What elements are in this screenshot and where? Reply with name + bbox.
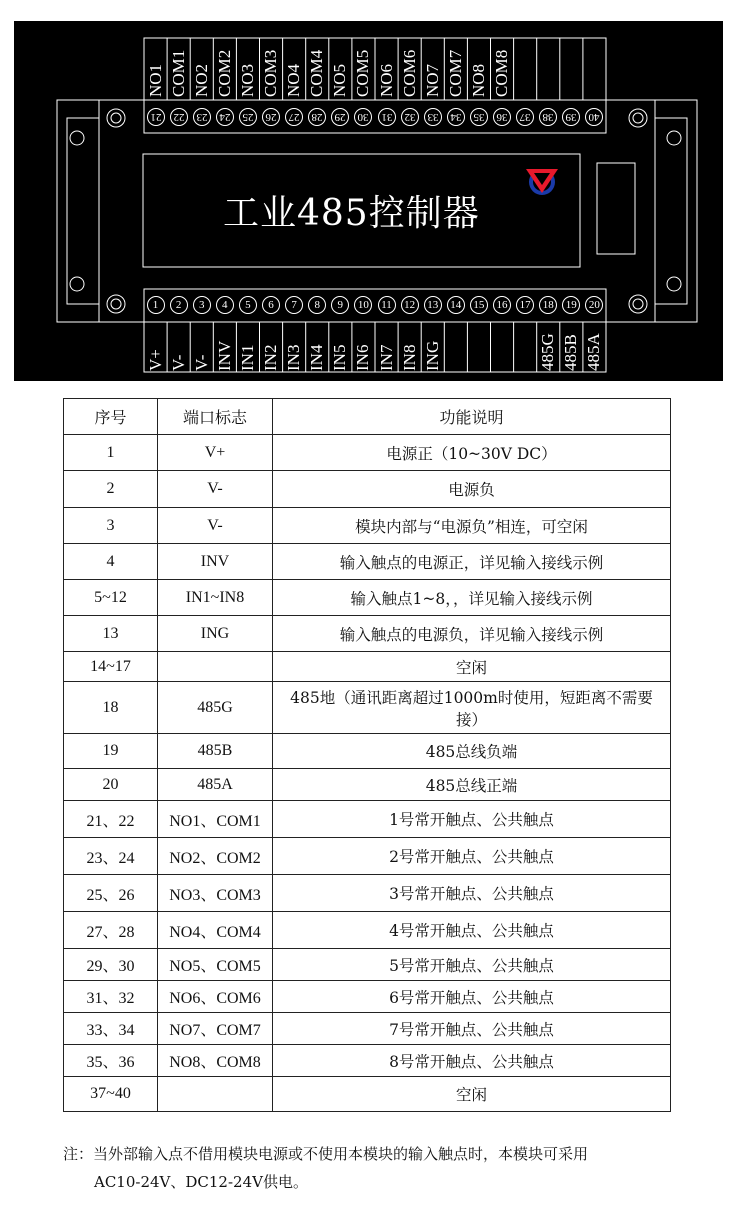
port-cell: NO1、COM1 [158,801,273,838]
port-cell [158,1077,273,1112]
bottom-terminal-number: 16 [493,296,511,314]
header-port: 端口标志 [158,399,273,435]
function-cell: 3号常开触点、公共触点 [273,875,671,912]
bottom-terminal-number: 6 [262,296,280,314]
table-row [64,912,671,949]
bottom-terminal-label: V- [191,354,211,371]
function-cell: 电源负 [273,471,671,508]
port-cell: V- [158,508,273,544]
function-cell: 6号常开触点、公共触点 [273,981,671,1013]
bottom-terminal-number: 3 [193,296,211,314]
table-row [64,1013,671,1045]
table-row [64,981,671,1013]
seq-cell: 13 [64,616,158,652]
port-cell: ING [158,616,273,652]
bottom-terminal-label: 485G [538,333,558,371]
port-function-table [63,398,671,1112]
seq-cell: 35、36 [64,1045,158,1077]
port-cell: NO8、COM8 [158,1045,273,1077]
top-terminal-label: COM7 [445,49,465,97]
bottom-terminal-number: 18 [539,296,557,314]
top-terminal-number: 37 [516,108,534,126]
port-cell: 485A [158,769,273,801]
top-terminal-label: COM2 [214,49,234,97]
top-terminal-number: 27 [285,108,303,126]
port-cell: V+ [158,435,273,471]
port-cell: NO6、COM6 [158,981,273,1013]
bottom-terminal-label: V+ [145,349,165,371]
seq-cell: 25、26 [64,875,158,912]
table-row [64,580,671,616]
function-cell: 空闲 [273,1077,671,1112]
top-terminal-number: 31 [378,108,396,126]
seq-cell: 1 [64,435,158,471]
bottom-terminal-number: 7 [285,296,303,314]
table-row [64,652,671,682]
table-row [64,801,671,838]
table-row [64,838,671,875]
seq-cell: 14~17 [64,652,158,682]
port-cell: NO4、COM4 [158,912,273,949]
function-cell: 485总线负端 [273,734,671,769]
bottom-terminal-number: 19 [562,296,580,314]
table-header-row [64,399,671,435]
function-cell: 5号常开触点、公共触点 [273,949,671,981]
bottom-terminal-label: IN7 [376,344,396,371]
seq-cell: 19 [64,734,158,769]
function-cell: 1号常开触点、公共触点 [273,801,671,838]
port-cell: 485B [158,734,273,769]
seq-cell: 37~40 [64,1077,158,1112]
table-row [64,1077,671,1112]
function-cell: 空闲 [273,652,671,682]
port-cell: INV [158,544,273,580]
top-terminal-number: 22 [170,108,188,126]
brand-logo-icon [526,169,558,195]
seq-cell: 23、24 [64,838,158,875]
top-terminal-number: 29 [331,108,349,126]
top-terminal-label: NO5 [330,63,350,97]
top-terminal-label: NO3 [237,63,257,97]
top-terminal-label: COM1 [168,49,188,97]
seq-cell: 3 [64,508,158,544]
bottom-terminal-number: 15 [470,296,488,314]
top-terminal-number: 28 [308,108,326,126]
top-terminal-label: NO8 [468,63,488,97]
top-terminal-number: 34 [447,108,465,126]
top-terminal-number: 36 [493,108,511,126]
function-cell: 输入触点的电源正，详见输入接线示例 [273,544,671,580]
top-terminal-number: 23 [193,108,211,126]
header-seq: 序号 [64,399,158,435]
function-cell: 8号常开触点、公共触点 [273,1045,671,1077]
table-row [64,544,671,580]
seq-cell: 20 [64,769,158,801]
function-cell: 输入触点的电源负，详见输入接线示例 [273,616,671,652]
bottom-terminal-number: 9 [331,296,349,314]
top-terminal-label: COM5 [353,49,373,97]
top-terminal-label: NO6 [376,63,396,97]
bottom-terminal-number: 1 [147,296,165,314]
header-function: 功能说明 [273,399,671,435]
bottom-terminal-label: IN6 [353,344,373,371]
power-note [63,1140,703,1196]
controller-wiring-diagram [14,21,723,381]
table-row [64,508,671,544]
note-line-2: AC10-24V、DC12-24V供电。 [94,1173,308,1191]
seq-cell: 33、34 [64,1013,158,1045]
port-cell: IN1~IN8 [158,580,273,616]
table-row [64,435,671,471]
port-cell: NO3、COM3 [158,875,273,912]
function-cell: 电源正（10~30V DC） [273,435,671,471]
bottom-terminal-number: 5 [239,296,257,314]
bottom-terminal-number: 17 [516,296,534,314]
top-terminal-label: NO4 [284,63,304,97]
top-terminal-number: 30 [354,108,372,126]
bottom-terminal-number: 11 [378,296,396,314]
function-cell: 4号常开触点、公共触点 [273,912,671,949]
top-terminal-number: 25 [239,108,257,126]
function-cell: 2号常开触点、公共触点 [273,838,671,875]
bottom-terminal-number: 4 [216,296,234,314]
bottom-terminal-label: 485B [561,334,581,371]
seq-cell: 27、28 [64,912,158,949]
top-terminal-label: COM8 [492,49,511,97]
table-row [64,875,671,912]
port-cell [158,652,273,682]
top-terminal-label: NO2 [191,63,211,97]
table-row [64,682,671,734]
table-row [64,1045,671,1077]
seq-cell: 29、30 [64,949,158,981]
top-terminal-label: COM4 [307,49,327,97]
top-terminal-number: 38 [539,108,557,126]
bottom-terminal-label: IN8 [399,344,419,371]
table-row [64,949,671,981]
seq-cell: 21、22 [64,801,158,838]
top-terminal-number: 33 [424,108,442,126]
top-terminal-label: NO1 [145,63,165,97]
bottom-terminal-label: IN4 [307,344,327,371]
function-cell: 485总线正端 [273,769,671,801]
bottom-terminal-label: 485A [584,333,604,371]
bottom-terminal-number: 12 [401,296,419,314]
bottom-terminal-number: 10 [354,296,372,314]
bottom-terminal-label: IN3 [284,344,304,371]
top-terminal-label: COM6 [399,49,419,97]
top-terminal-number: 32 [401,108,419,126]
top-terminal-number: 26 [262,108,280,126]
port-cell: NO2、COM2 [158,838,273,875]
bottom-terminal-label: V- [168,354,188,371]
top-terminal-label: COM3 [261,49,280,97]
bottom-terminal-number: 2 [170,296,188,314]
table-row [64,769,671,801]
bottom-terminal-label: INV [214,340,234,371]
bottom-terminal-number: 13 [424,296,442,314]
top-terminal-number: 40 [585,108,603,126]
top-terminal-number: 24 [216,108,234,126]
bottom-terminal-number: 20 [585,296,603,314]
top-terminal-number: 21 [147,108,165,126]
table-row [64,616,671,652]
function-cell: 模块内部与“电源负”相连，可空闲 [273,508,671,544]
seq-cell: 31、32 [64,981,158,1013]
top-terminal-label: NO7 [422,63,442,97]
bottom-terminal-number: 8 [308,296,326,314]
function-cell: 输入触点1~8，，详见输入接线示例 [273,580,671,616]
controller-title: 工业485控制器 [223,193,480,234]
bottom-terminal-label: IN1 [237,344,257,371]
bottom-terminal-label: IN2 [261,344,280,371]
top-terminal-number: 35 [470,108,488,126]
bottom-terminal-number: 14 [447,296,465,314]
seq-cell: 5~12 [64,580,158,616]
bottom-terminal-label: ING [422,340,442,371]
seq-cell: 18 [64,682,158,734]
top-terminal-number: 39 [562,108,580,126]
note-line-1: 注：当外部输入点不借用模块电源或不使用本模块的输入触点时，本模块可采用 [63,1145,589,1163]
seq-cell: 4 [64,544,158,580]
port-cell: NO5、COM5 [158,949,273,981]
bottom-terminal-label: IN5 [330,344,350,371]
table-row [64,471,671,508]
function-cell: 485地（通讯距离超过1000m时使用，短距离不需要接） [273,682,671,734]
port-cell: V- [158,471,273,508]
table-row [64,734,671,769]
function-cell: 7号常开触点、公共触点 [273,1013,671,1045]
seq-cell: 2 [64,471,158,508]
port-cell: 485G [158,682,273,734]
port-cell: NO7、COM7 [158,1013,273,1045]
